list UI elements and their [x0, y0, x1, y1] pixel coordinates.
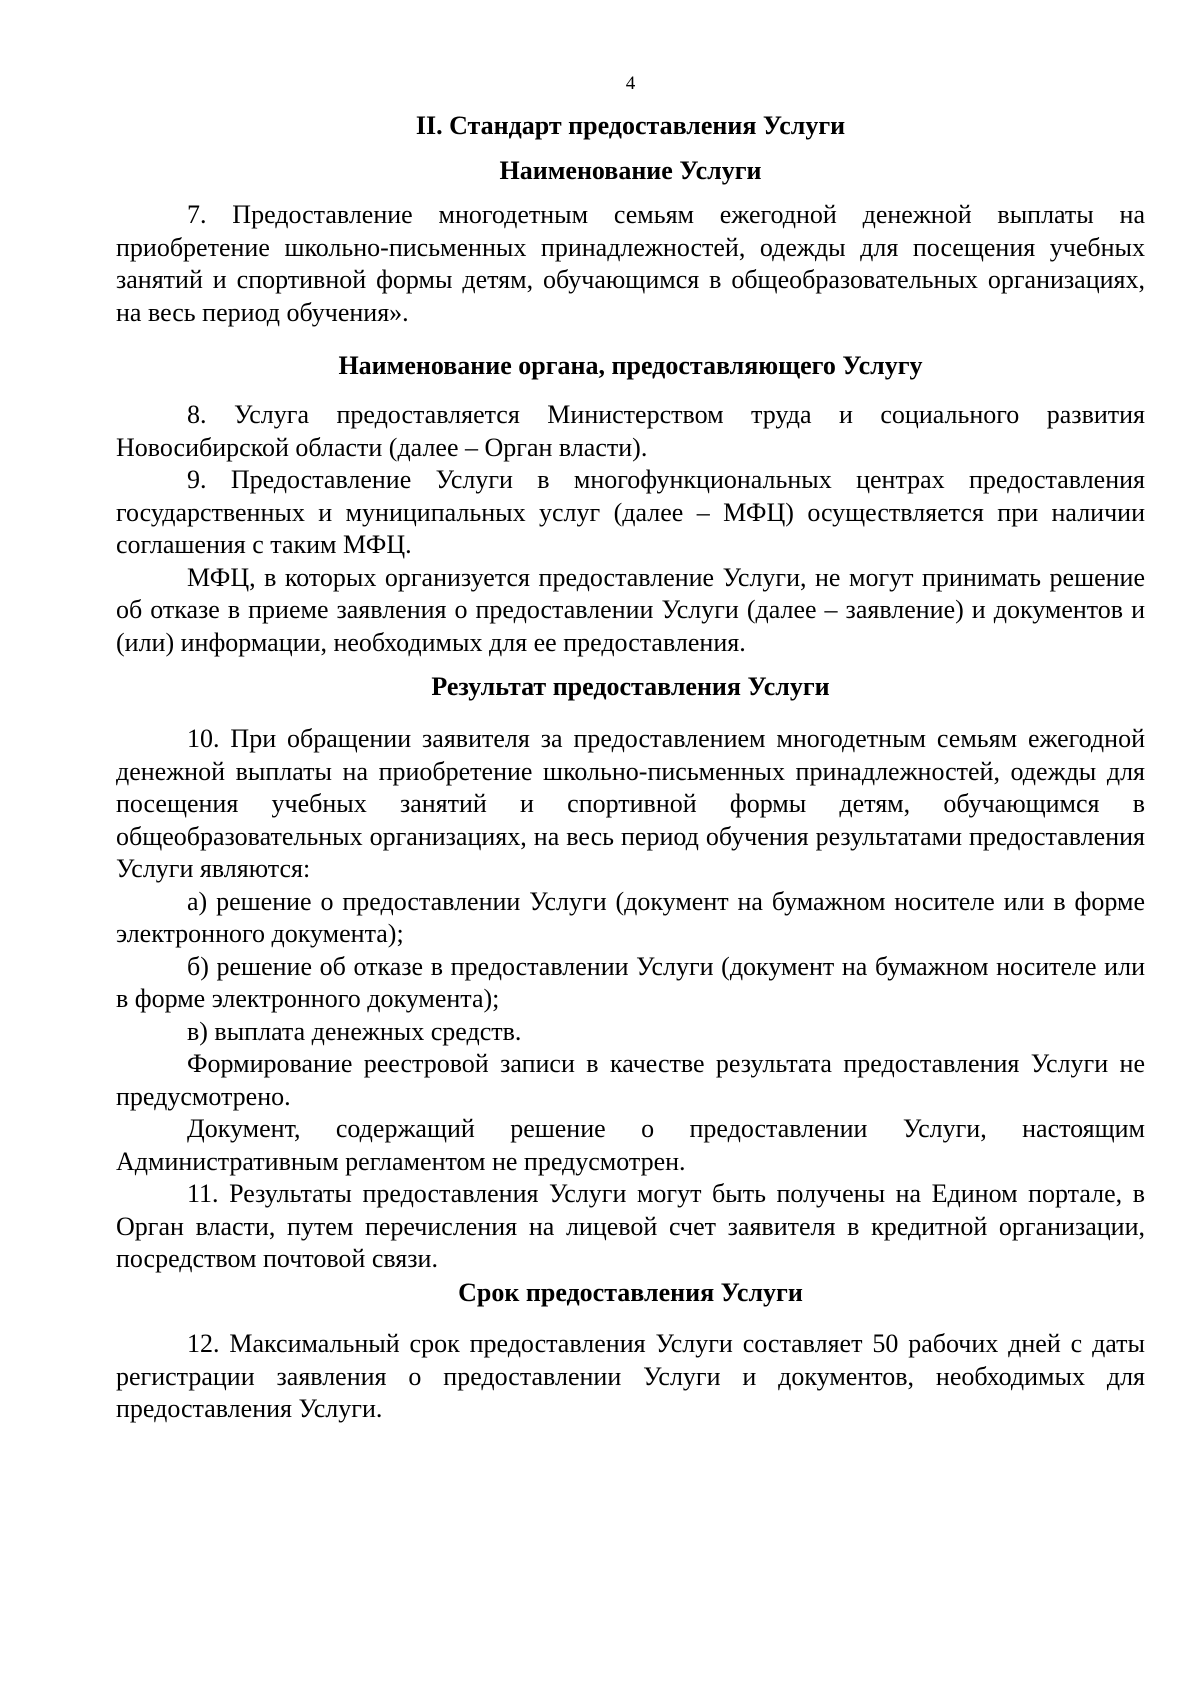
paragraph-10-d: Формирование реестровой записи в качестве результата предоставления Услуги не предусмотрено.: [116, 1049, 1145, 1111]
paragraph-7: 7. Предоставление многодетным семьям ежегодной денежной выплаты на приобретение школьно-письменных принадлежностей, одежды для посещения учебных занятий и спортивной формы детям, обучающимся в общеобразовательных организациях, на весь период обучения».: [116, 200, 1145, 327]
page-number: 4: [625, 73, 636, 94]
paragraph-10-c: в) выплата денежных средств.: [187, 1016, 522, 1046]
section-authority: [116, 399, 1145, 659]
paragraph-10-a: а) решение о предоставлении Услуги (документ на бумажном носителе или в форме электронного документа);: [116, 886, 1145, 948]
paragraph-11: 11. Результаты предоставления Услуги могут быть получены на Едином портале, в Орган власти, путем перечисления на лицевой счет заявителя в кредитной организации, посредством почтовой связи.: [116, 1179, 1145, 1273]
section-term: [116, 1328, 1145, 1426]
heading-authority: Наименование органа, предоставляющего Услугу: [338, 351, 923, 380]
section-title: II. Стандарт предоставления Услуги: [415, 111, 846, 140]
section-service-name: [116, 199, 1145, 329]
paragraph-9-mfc: МФЦ, в которых организуется предоставление Услуги, не могут принимать решение об отказе в приеме заявления о предоставлении Услуги (далее – заявление) и документов и (или) информации, необходимых для ее предоставления.: [116, 562, 1145, 657]
paragraph-9: 9. Предоставление Услуги в многофункциональных центрах предоставления государственных и муниципальных услуг (далее – МФЦ) осуществляется при наличии соглашения с таким МФЦ.: [116, 465, 1145, 559]
paragraph-10: 10. При обращении заявителя за предоставлением многодетным семьям ежегодной денежной выплаты на приобретение школьно-письменных принадлежностей, одежды для посещения учебных занятий и спортивной формы детям, обучающимся в общеобразовательных организациях, на весь период обучения результатами предоставления Услуги являются:: [116, 724, 1145, 883]
section-result: [116, 723, 1145, 1276]
paragraph-10-b: б) решение об отказе в предоставлении Услуги (документ на бумажном носителе или в форме электронного документа);: [116, 951, 1145, 1013]
paragraph-12: 12. Максимальный срок предоставления Услуги составляет 50 рабочих дней с даты регистрации заявления о предоставлении Услуги и документов, необходимых для предоставления Услуги.: [116, 1329, 1145, 1423]
paragraph-10-e: Документ, содержащий решение о предоставлении Услуги, настоящим Административным регламентом не предусмотрен.: [116, 1114, 1145, 1176]
heading-result: Результат предоставления Услуги: [431, 672, 830, 701]
heading-service-name: Наименование Услуги: [499, 156, 762, 185]
heading-term: Срок предоставления Услуги: [458, 1278, 803, 1307]
paragraph-8: 8. Услуга предоставляется Министерством труда и социального развития Новосибирской области (далее – Орган власти).: [116, 400, 1145, 462]
